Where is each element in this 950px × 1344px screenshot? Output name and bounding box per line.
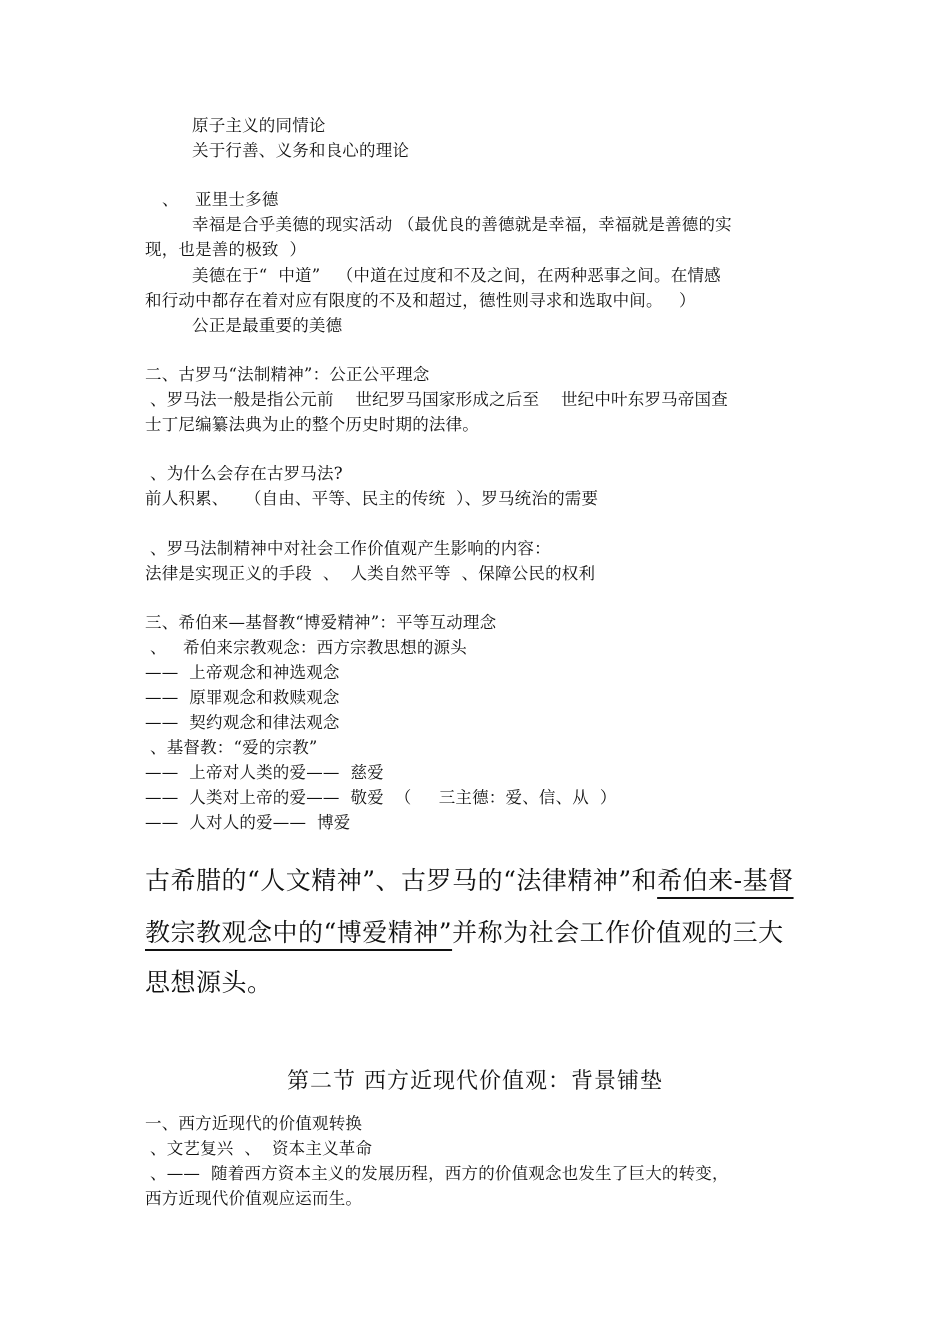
text-line: 士丁尼编纂法典为止的整个历史时期的法律。 <box>145 415 479 434</box>
text-line: 、为什么会存在古罗马法? <box>150 464 343 483</box>
text-line: 、 希伯来宗教观念：西方宗教思想的源头 <box>150 638 467 657</box>
list-item: —— 契约观念和律法观念 <box>145 713 340 732</box>
summary-underlined-text: 希伯来-基督 <box>657 866 794 895</box>
text-line: 幸福是合乎美德的现实活动 （最优良的善德就是幸福，幸福就是善德的实 <box>192 215 732 234</box>
summary-underlined-text: 教宗教观念中的“博爱精神” <box>145 918 453 947</box>
text-line: 、罗马法制精神中对社会工作价值观产生影响的内容： <box>150 539 551 558</box>
summary-line: 思想源头。 <box>145 968 273 997</box>
list-item: —— 人对人的爱—— 博爱 <box>145 813 351 832</box>
heading-2: 二、古罗马“法制精神”：公正公平理念 <box>145 365 430 384</box>
summary-line <box>145 918 825 948</box>
list-item: —— 上帝观念和神选观念 <box>145 663 340 682</box>
section-title: 第二节 西方近现代价值观：背景铺垫 <box>287 1069 663 1094</box>
text-line: 、文艺复兴 、 资本主义革命 <box>150 1139 373 1158</box>
text-line: 法律是实现正义的手段 、 人类自然平等 、保障公民的权利 <box>145 564 596 583</box>
text-line: 公正是最重要的美德 <box>192 316 343 335</box>
text-line: 关于行善、义务和良心的理论 <box>192 141 410 160</box>
text-line: 现，也是善的极致 ） <box>145 240 307 259</box>
list-item: —— 原罪观念和救赎观念 <box>145 688 340 707</box>
text-line: 前人积累、 （自由、平等、民主的传统 ）、罗马统治的需要 <box>145 489 599 508</box>
list-item: —— 人类对上帝的爱—— 敬爱 （ 三主德：爱、信、从 ） <box>145 788 617 807</box>
list-item: —— 上帝对人类的爱—— 慈爱 <box>145 763 384 782</box>
heading-3: 三、希伯来—基督教“博爱精神”：平等互动理念 <box>145 613 497 632</box>
text-line: 美德在于“ 中道” （中道在过度和不及之间，在两种恶事之间。在情感 <box>192 266 721 285</box>
summary-line <box>145 866 825 896</box>
summary-text: 古希腊的“人文精神”、古罗马的“法律精神”和 <box>145 866 658 895</box>
text-line: 和行动中都存在着对应有限度的不及和超过，德性则寻求和选取中间。 ） <box>145 291 696 310</box>
heading-1: 一、西方近现代的价值观转换 <box>145 1114 363 1133</box>
summary-text: 并称为社会工作价值观的三大 <box>452 918 784 947</box>
text-line: 西方近现代价值观应运而生。 <box>145 1189 363 1208</box>
text-line: 、—— 随着西方资本主义的发展历程，西方的价值观念也发生了巨大的转变， <box>150 1164 729 1183</box>
text-line: 原子主义的同情论 <box>192 116 326 135</box>
text-line: 、罗马法一般是指公元前 世纪罗马国家形成之后至 世纪中叶东罗马帝国查 <box>150 390 728 409</box>
text-line: 、基督教：“爱的宗教” <box>150 738 318 757</box>
text-line: 、 亚里士多德 <box>162 190 279 209</box>
